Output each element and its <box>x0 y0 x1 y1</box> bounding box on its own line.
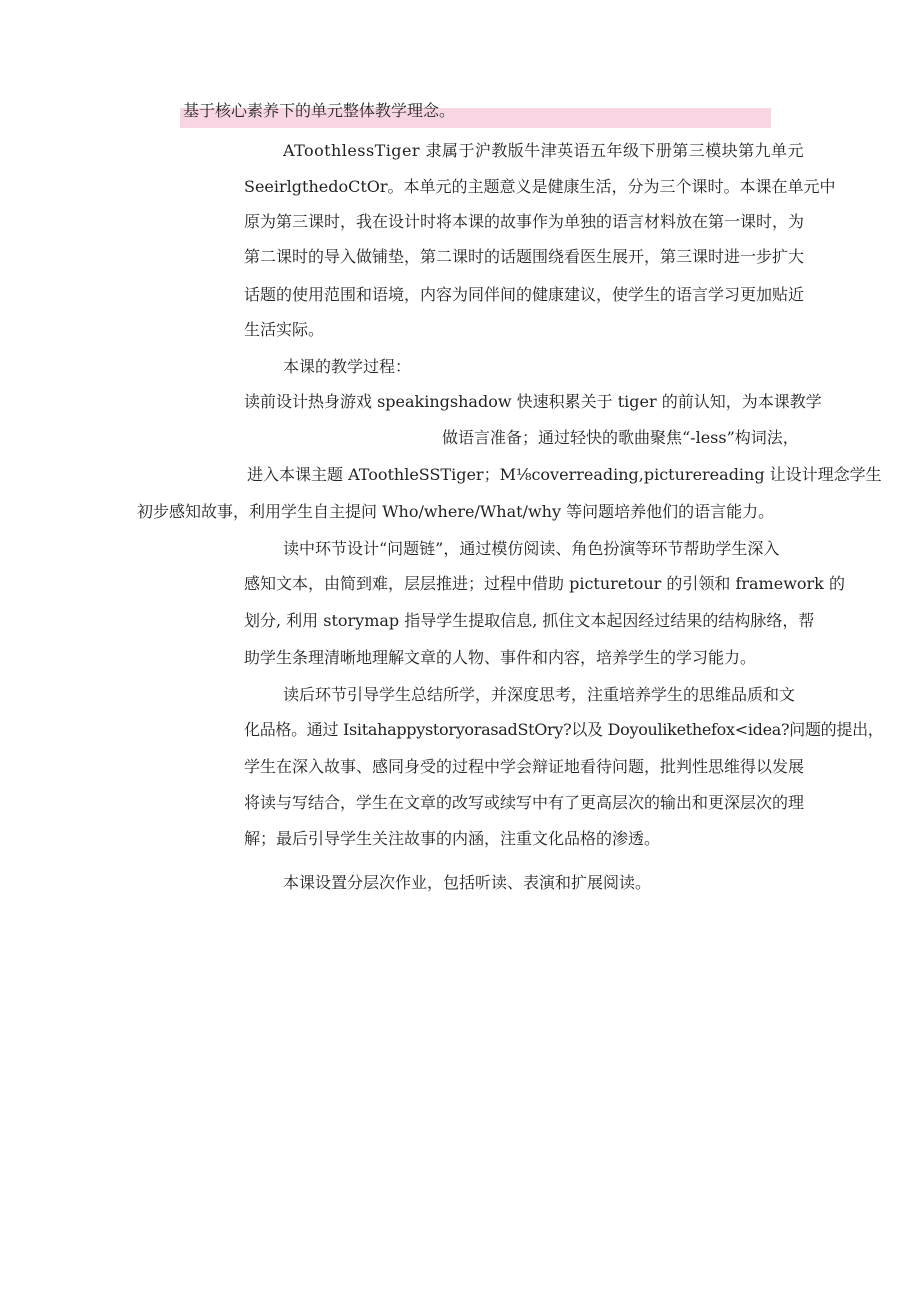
paragraph-line: 基于核心素养下的单元整体教学理念。 <box>183 101 456 120</box>
paragraph-line: 读中环节设计“问题链”，通过模仿阅读、角色扮演等环节帮助学生深入 <box>283 539 780 558</box>
paragraph-line: 划分, 利用 storymap 指导学生提取信息, 抓住文本起因经过结果的结构脉络，帮 <box>244 611 815 630</box>
paragraph-line: 本课的教学过程： <box>283 357 412 376</box>
paragraph-line: 感知文本，由简到难，层层推进；过程中借助 picturetour 的引领和 framework 的 <box>244 574 845 593</box>
paragraph-line: 原为第三课时，我在设计时将本课的故事作为单独的语言材料放在第一课时，为 <box>244 212 805 231</box>
paragraph-line: 生活实际。 <box>244 320 325 339</box>
paragraph-line: 解；最后引导学生关注故事的内涵，注重文化品格的渗透。 <box>244 829 661 848</box>
paragraph-line: 助学生条理清晰地理解文章的人物、事件和内容，培养学生的学习能力。 <box>244 648 757 667</box>
paragraph-line: 话题的使用范围和语境，内容为同伴间的健康建议，使学生的语言学习更加贴近 <box>244 285 805 304</box>
paragraph-line: SeeirlgthedoCtOr。本单元的主题意义是健康生活，分为三个课时。本课在单元中 <box>244 177 836 196</box>
paragraph-line: 本课设置分层次作业，包括听读、表演和扩展阅读。 <box>283 873 652 892</box>
paragraph-line: 做语言准备；通过轻快的歌曲聚焦“-less”构词法， <box>442 428 799 447</box>
paragraph-line: 学生在深入故事、感同身受的过程中学会辩证地看待问题，批判性思维得以发展 <box>244 757 805 776</box>
paragraph-line: 进入本课主题 AToothleSSTiger；M⅛coverreading,picturereading 让设计理念学生 <box>247 465 882 484</box>
paragraph-line: 初步感知故事，利用学生自主提问 Who∕where∕What/why 等问题培养他们的语言能力。 <box>137 502 775 521</box>
paragraph-line: 读前设计热身游戏 speakingshadow 快速积累关于 tiger 的前认知，为本课教学 <box>244 392 822 411</box>
paragraph-line: 第二课时的导入做铺垫，第二课时的话题围绕看医生展开，第三课时进一步扩大 <box>244 247 805 266</box>
paragraph-line: 将读与写结合，学生在文章的改写或续写中有了更高层次的输出和更深层次的理 <box>244 793 805 812</box>
paragraph-line: AToothlessTiger 隶属于沪教版牛津英语五年级下册第三模块第九单元 <box>283 141 804 160</box>
paragraph-line: 读后环节引导学生总结所学，并深度思考，注重培养学生的思维品质和文 <box>283 685 796 704</box>
paragraph-line: 化品格。通过 IsitahappystoryorasadStOry?以及 Doyoulikethefox<idea?问题的提出， <box>244 720 884 739</box>
